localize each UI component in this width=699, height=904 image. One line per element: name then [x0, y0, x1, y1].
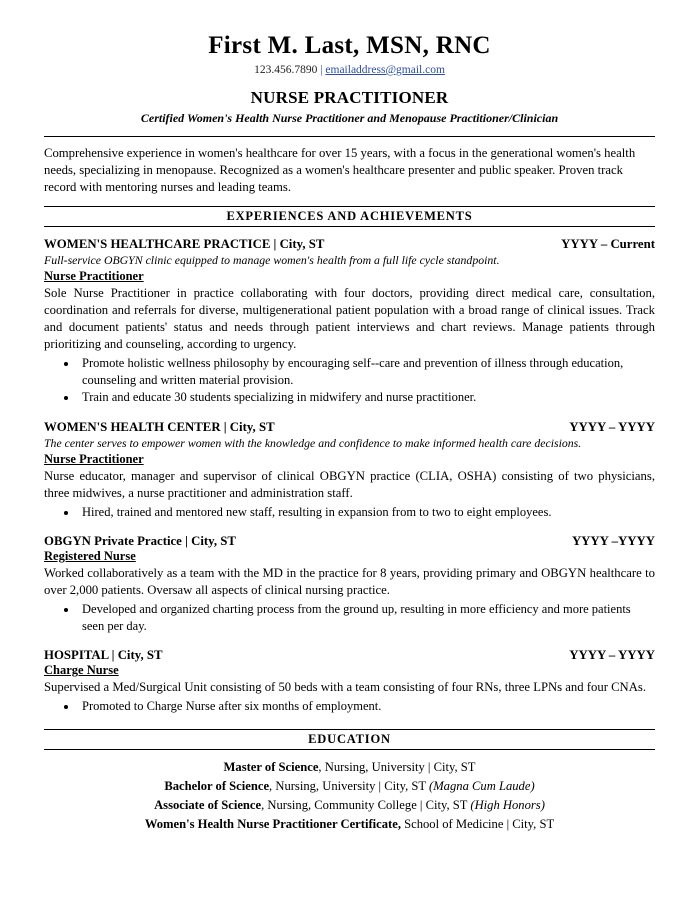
degree-honors: (Magna Cum Laude)	[429, 778, 535, 793]
education-entry	[44, 817, 655, 832]
education-entry	[44, 798, 655, 813]
divider-top	[44, 136, 655, 137]
job-description: Worked collaboratively as a team with the MD in the practice for 8 years, providing primary and OBGYN healthcare to over 2,000 patients. Oversaw all aspects of clinical nursing practice.	[44, 566, 655, 598]
employment-dates: YYYY – Current	[561, 237, 655, 252]
experience-entry	[44, 237, 655, 405]
employer-name: HOSPITAL | City, ST	[44, 648, 163, 663]
employment-dates: YYYY – YYYY	[569, 648, 655, 663]
list-item: • Promoted to Charge Nurse after six months of employment.	[78, 698, 655, 715]
list-item: • Developed and organized charting process from the ground up, resulting in more efficiency and more patients seen per day.	[78, 601, 655, 634]
education-list	[44, 760, 655, 832]
degree-details: , Nursing, Community College | City, ST	[261, 797, 471, 812]
experience-header	[44, 237, 655, 252]
job-role-title: Nurse Practitioner	[44, 451, 144, 466]
degree-name: Women's Health Nurse Practitioner Certificate,	[144, 816, 401, 831]
achievement-list	[44, 355, 655, 406]
degree-name: Associate of Science	[154, 797, 262, 812]
education-entry	[44, 779, 655, 794]
experience-header	[44, 648, 655, 663]
section-heading-education: EDUCATION	[44, 729, 655, 750]
candidate-name: First M. Last, MSN, RNC	[208, 32, 491, 59]
job-description: Supervised a Med/Surgical Unit consisting of 50 beds with a team consisting of four RNs, three LPNs and four CNAs.	[44, 680, 646, 695]
achievement-list	[44, 504, 655, 521]
headline-title: NURSE PRACTITIONER	[250, 88, 449, 107]
degree-details: School of Medicine | City, ST	[400, 816, 555, 831]
experience-entry	[44, 648, 655, 715]
degree-details: , Nursing, University | City, ST	[318, 759, 476, 774]
contact-separator: |	[320, 64, 323, 76]
job-description: Sole Nurse Practitioner in practice collaborating with four doctors, providing direct medical care, consultation, coordination and referrals for diverse, multigenerational patient population with a broad range of clinical issues. Track and document patients' status and needs through patient interviews and chart reviews. Manage patients through prioritizing and counseling, according to urgency.	[44, 286, 655, 352]
job-description: Nurse educator, manager and supervisor of clinical OBGYN practice (CLIA, OSHA) consisting of two physicians, three midwives, a nurse practitioner and administration staff.	[44, 468, 655, 500]
degree-name: Bachelor of Science	[164, 778, 270, 793]
email-link[interactable]: emailaddress@gmail.com	[325, 64, 445, 76]
experience-header	[44, 420, 655, 435]
list-item: • Hired, trained and mentored new staff, resulting in expansion from to two to eight employees.	[78, 504, 655, 521]
section-heading-experience: EXPERIENCES AND ACHIEVEMENTS	[44, 206, 655, 227]
headline-subtitle: Certified Women's Health Nurse Practitioner and Menopause Practitioner/Clinician	[140, 111, 559, 125]
contact-line	[44, 64, 655, 76]
degree-details: , Nursing, University | City, ST	[269, 778, 429, 793]
education-entry	[44, 760, 655, 775]
degree-name: Master of Science	[223, 759, 319, 774]
employer-tagline: Full-service OBGYN clinic equipped to manage women's health from a full life cycle standpoint.	[44, 253, 500, 268]
phone-number: 123.456.7890	[254, 64, 318, 76]
employer-name: OBGYN Private Practice | City, ST	[44, 534, 236, 549]
degree-honors: (High Honors)	[470, 797, 545, 812]
job-role-title: Charge Nurse	[44, 663, 119, 678]
employer-tagline: The center serves to empower women with the knowledge and confidence to make informed health care decisions.	[44, 435, 582, 450]
experience-entry	[44, 420, 655, 520]
list-item: • Promote holistic wellness philosophy by encouraging self--care and prevention of illness through education, counseling and written material provision.	[78, 355, 655, 388]
experience-header	[44, 534, 655, 549]
professional-summary: Comprehensive experience in women's healthcare for over 15 years, with a focus in the generational women's health needs, specializing in menopause. Recognized as a women's healthcare presenter and public speaker. Proven track record with mentoring nurses and leading teams.	[44, 146, 636, 195]
employer-name: WOMEN'S HEALTHCARE PRACTICE | City, ST	[44, 237, 325, 252]
employment-dates: YYYY – YYYY	[569, 419, 655, 434]
achievement-list	[44, 698, 655, 715]
employment-dates: YYYY –YYYY	[571, 534, 655, 549]
experience-entry	[44, 534, 655, 634]
employer-name: WOMEN'S HEALTH CENTER | City, ST	[44, 419, 275, 434]
job-role-title: Registered Nurse	[44, 549, 136, 564]
achievement-list	[44, 601, 655, 634]
job-role-title: Nurse Practitioner	[44, 269, 144, 284]
list-item: • Train and educate 30 students specializing in midwifery and nurse practitioner.	[78, 389, 655, 406]
